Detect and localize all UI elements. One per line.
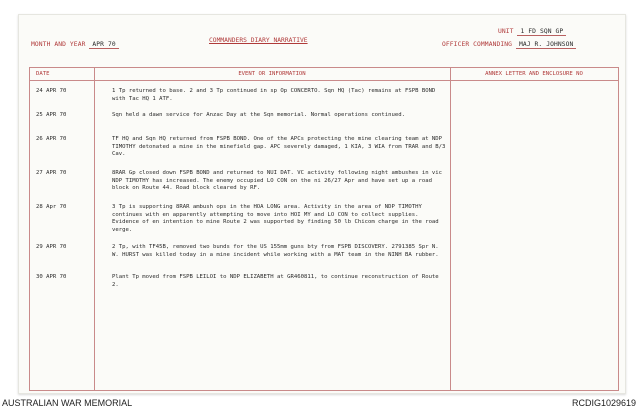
month-year-label: MONTH AND YEAR (31, 41, 86, 48)
unit-value: 1 FD SQN GP (517, 28, 566, 36)
unit-field (498, 28, 566, 35)
row-date: 30 APR 70 (36, 274, 67, 280)
row-date: 27 APR 70 (36, 170, 67, 176)
officer-value: MAJ R. JOHNSON (516, 41, 576, 49)
row-date: 28 Apr 70 (36, 204, 67, 210)
unit-label: UNIT (498, 28, 514, 35)
column-divider (450, 68, 451, 390)
date-column-header: DATE (30, 68, 100, 81)
event-column-header: EVENT OR INFORMATION (94, 68, 450, 81)
row-date: 25 APR 70 (36, 112, 67, 118)
officer-label: OFFICER COMMANDING (442, 41, 513, 48)
document-title: COMMANDERS DIARY NARRATIVE (209, 37, 308, 44)
annex-column-header: ANNEX LETTER AND ENCLOSURE NO (450, 68, 618, 81)
row-text: 3 Tp is supporting 8RAR ambush ops in the HOA LONG area. Activity in the area of NDP TIMOTHY continues with en apparently attempting to move into HOI MY and LO CON to collect supplies. Evidence of en intention to mine Route 2 was supported by finding 50 lb Chicom charge in the road verge. (112, 204, 439, 233)
month-year-value: APR 70 (89, 41, 118, 49)
month-year-field (31, 41, 119, 48)
archive-credit: AUSTRALIAN WAR MEMORIAL (2, 398, 133, 408)
row-text: 1 Tp returned to base. 2 and 3 Tp continued in sp Op CONCERTO. Sqn HQ (Tac) remains at FSPB BOND with Tac HQ 1 ATF. (112, 88, 436, 102)
row-date: 24 APR 70 (36, 88, 67, 94)
diary-table (29, 67, 619, 391)
row-text: TF HQ and Sqn HQ returned from FSPB BOND. One of the APCs protecting the mine clearing team at NDP TIMOTHY detonated a mine in the minefield gap. APC severely damaged, 1 KIA, 3 WIA from TRAR and B/3 Cav. (112, 136, 446, 158)
row-text: 2 Tp, with TF45B, removed two bunds for the US 155mm guns bty from FSPB DISCOVERY. 2791385 Spr N. W. HURST was killed today in a mine incident while working with a MAT team in the NINH BA rubber. (112, 244, 439, 258)
row-text: Sqn held a dawn service for Anzac Day at the Sqn memorial. Normal operations continued. (112, 112, 405, 118)
column-divider (94, 68, 95, 390)
row-text: Plant Tp moved from FSPB LEILOI to NDP ELIZABETH at GR460811, to continue reconstruction of Route 2. (112, 274, 439, 288)
record-id: RCDIG1029619 (571, 398, 636, 408)
row-date: 29 APR 70 (36, 244, 67, 250)
diary-sheet (18, 14, 626, 394)
officer-field (442, 41, 576, 48)
row-text: 8RAR Gp closed down FSPB BOND and returned to NUI DAT. VC activity following night ambushes in vic NDP TIMOTHY has increased. The enemy occupied LO CON on the ni 26/27 Apr and have set up a road block on Route 44. Road block cleared by RF. (112, 170, 443, 192)
row-date: 26 APR 70 (36, 136, 67, 142)
